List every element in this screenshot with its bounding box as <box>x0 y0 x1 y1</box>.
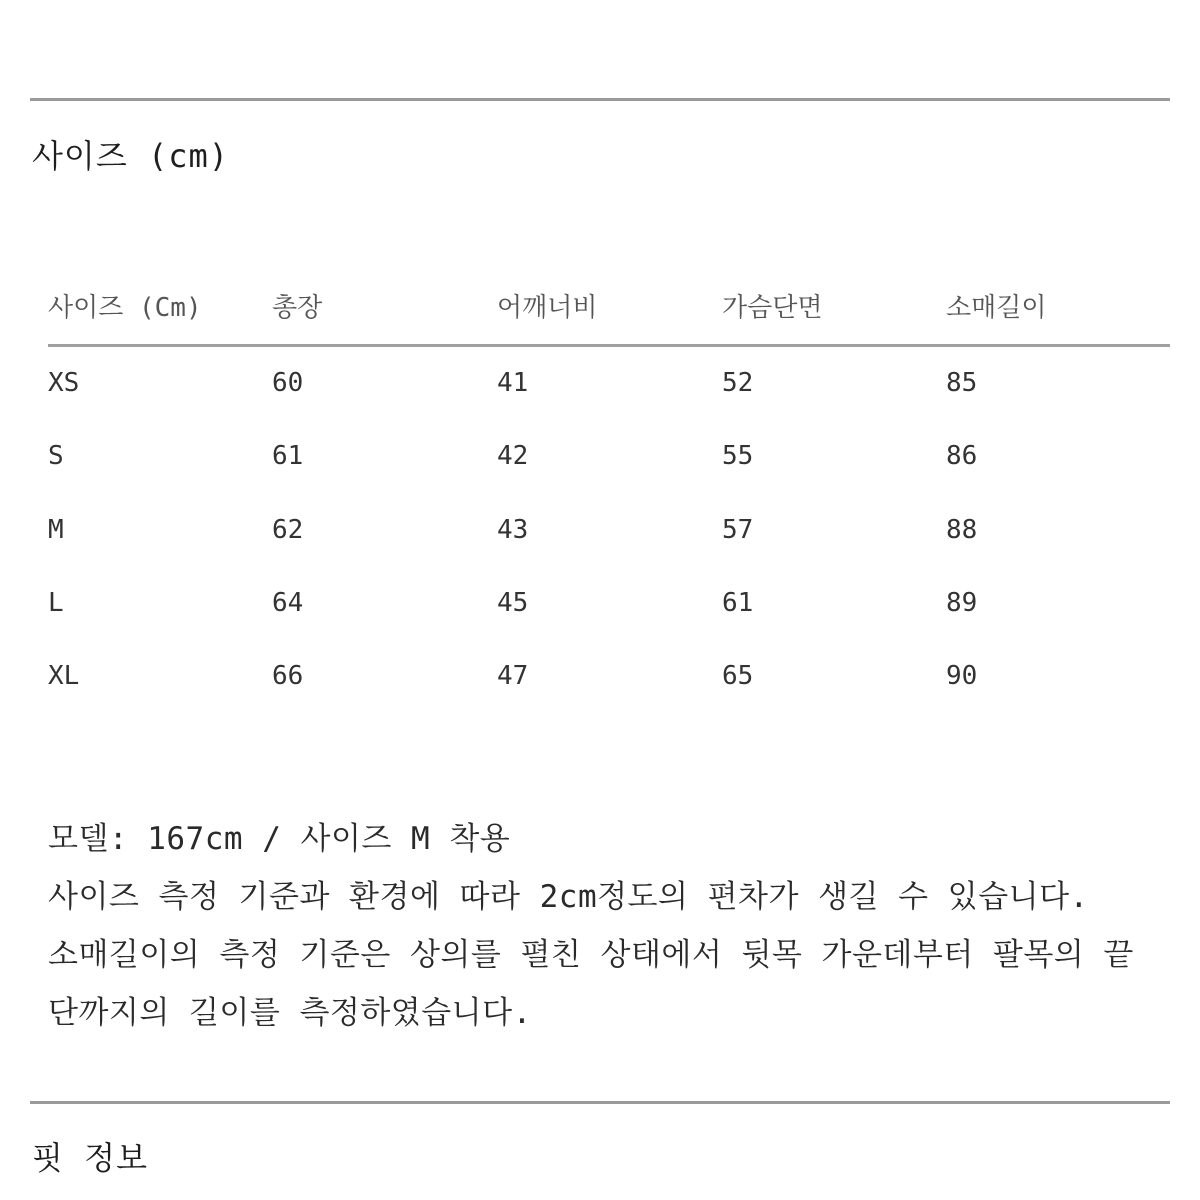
cell-chest-width: 61 <box>722 587 754 618</box>
note-sleeve-method-cont: 단까지의 길이를 측정하였습니다. <box>48 995 532 1031</box>
cell-chest-width: 55 <box>722 441 754 472</box>
cell-total-length: 66 <box>272 661 304 692</box>
table-row <box>48 363 1170 436</box>
header-sleeve-length: 소매길이 <box>946 293 1047 323</box>
header-chest-width: 가슴단면 <box>722 293 823 323</box>
size-table <box>48 286 1170 729</box>
cell-sleeve-length: 88 <box>946 514 978 545</box>
cell-total-length: 62 <box>272 514 304 545</box>
cell-chest-width: 65 <box>722 661 754 692</box>
cell-total-length: 60 <box>272 368 304 398</box>
cell-chest-width: 57 <box>722 514 754 545</box>
top-divider <box>30 98 1170 101</box>
cell-shoulder-width: 42 <box>497 441 529 472</box>
size-table-body <box>48 347 1170 729</box>
size-section-title: 사이즈 (cm) <box>32 137 230 175</box>
bottom-divider <box>30 1101 1170 1104</box>
note-model-info: 모델: 167cm / 사이즈 M 착용 <box>48 821 511 857</box>
cell-size: XL <box>48 661 80 692</box>
cell-sleeve-length: 86 <box>946 441 978 472</box>
cell-shoulder-width: 45 <box>497 587 529 618</box>
cell-total-length: 61 <box>272 441 304 472</box>
cell-shoulder-width: 47 <box>497 661 529 692</box>
table-row <box>48 436 1170 509</box>
cell-sleeve-length: 90 <box>946 661 978 692</box>
table-row <box>48 510 1170 583</box>
header-total-length: 총장 <box>272 293 323 323</box>
size-notes <box>48 810 1168 1042</box>
note-sleeve-method: 소매길이의 측정 기준은 상의를 펼친 상태에서 뒷목 가운데부터 팔목의 끝 <box>48 937 1134 973</box>
cell-size: M <box>48 514 64 545</box>
size-table-header <box>48 286 1170 347</box>
header-shoulder-width: 어깨너비 <box>497 293 598 323</box>
cell-sleeve-length: 85 <box>946 368 978 398</box>
fit-section-title: 핏 정보 <box>32 1139 149 1177</box>
cell-total-length: 64 <box>272 587 304 618</box>
cell-sleeve-length: 89 <box>946 587 978 618</box>
cell-shoulder-width: 43 <box>497 514 529 545</box>
header-size: 사이즈 (Cm) <box>48 293 202 323</box>
note-measurement-variance: 사이즈 측정 기준과 환경에 따라 2cm정도의 편차가 생길 수 있습니다. <box>48 879 1089 915</box>
cell-shoulder-width: 41 <box>497 368 529 398</box>
cell-size: L <box>48 587 64 618</box>
table-row <box>48 583 1170 656</box>
cell-chest-width: 52 <box>722 368 754 398</box>
cell-size: XS <box>48 368 80 398</box>
table-row <box>48 656 1170 729</box>
cell-size: S <box>48 441 64 472</box>
